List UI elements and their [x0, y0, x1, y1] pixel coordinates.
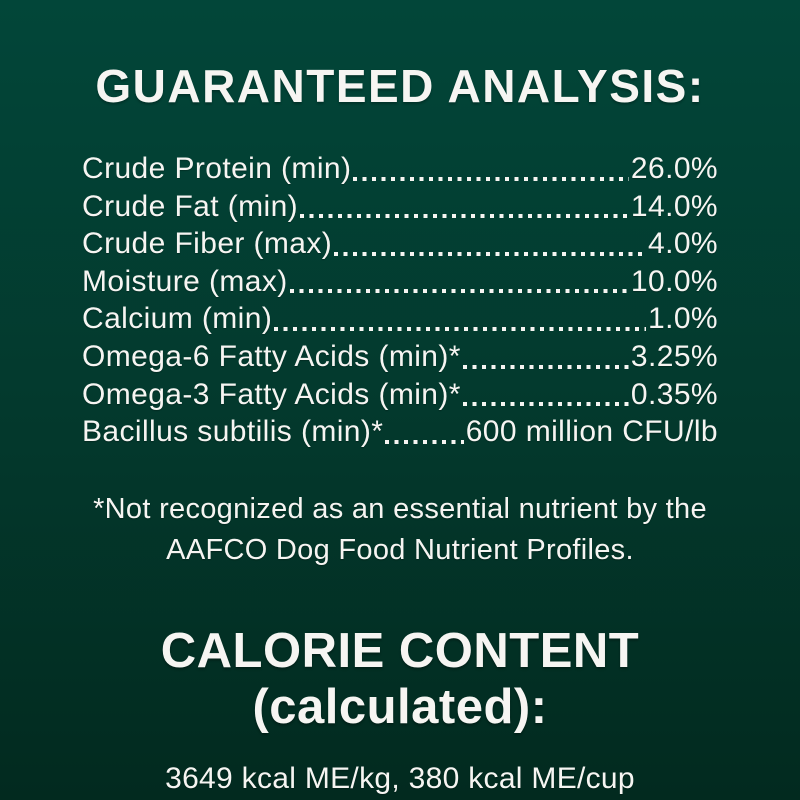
nutrient-value: 0.35%	[630, 377, 718, 411]
nutrient-label: Crude Fiber (max)	[82, 227, 333, 261]
calorie-content-title: CALORIE CONTENT (calculated):	[160, 623, 640, 734]
dot-leader	[274, 327, 646, 331]
dot-leader	[463, 402, 629, 406]
analysis-row-omega3	[82, 378, 718, 416]
nutrient-value: 10.0%	[630, 264, 718, 298]
dot-leader	[334, 252, 646, 256]
aafco-footnote	[60, 489, 740, 571]
dot-leader	[290, 289, 629, 293]
dot-leader	[463, 365, 629, 369]
nutrient-value: 600 million CFU/lb	[465, 415, 718, 449]
footnote-line-1: *Not recognized as an essential nutrient by the	[93, 492, 707, 525]
nutrient-value: 3.25%	[630, 339, 718, 373]
nutrient-label: Calcium (min)	[82, 302, 273, 336]
nutrient-value: 14.0%	[630, 189, 718, 223]
panel-title: GUARANTEED ANALYSIS:	[95, 60, 705, 112]
nutrient-label: Omega-3 Fatty Acids (min)*	[82, 377, 461, 411]
analysis-row-moisture	[82, 265, 718, 303]
calorie-content-value: 3649 kcal ME/kg, 380 kcal ME/cup	[165, 761, 635, 795]
nutrient-label: Crude Protein (min)	[82, 152, 352, 185]
nutrient-label: Crude Fat (min)	[82, 189, 299, 223]
analysis-table	[82, 152, 718, 453]
nutrient-value: 4.0%	[648, 227, 718, 261]
analysis-row-calcium	[82, 302, 718, 340]
dot-leader	[385, 440, 463, 444]
analysis-row-crude-fat	[82, 190, 718, 228]
nutrient-label: Bacillus subtilis (min)*	[82, 415, 384, 449]
nutrient-label: Moisture (max)	[82, 264, 288, 298]
analysis-row-bacillus-subtilis	[82, 415, 718, 453]
footnote-line-2: AAFCO Dog Food Nutrient Profiles.	[166, 533, 634, 566]
analysis-row-crude-protein	[82, 152, 718, 190]
dot-leader	[300, 214, 629, 218]
nutrient-value: 1.0%	[648, 302, 718, 336]
nutrient-label: Omega-6 Fatty Acids (min)*	[82, 339, 461, 373]
analysis-row-crude-fiber	[82, 227, 718, 265]
dot-leader	[353, 177, 629, 181]
analysis-row-omega6	[82, 340, 718, 378]
nutrient-value: 26.0%	[630, 152, 718, 185]
